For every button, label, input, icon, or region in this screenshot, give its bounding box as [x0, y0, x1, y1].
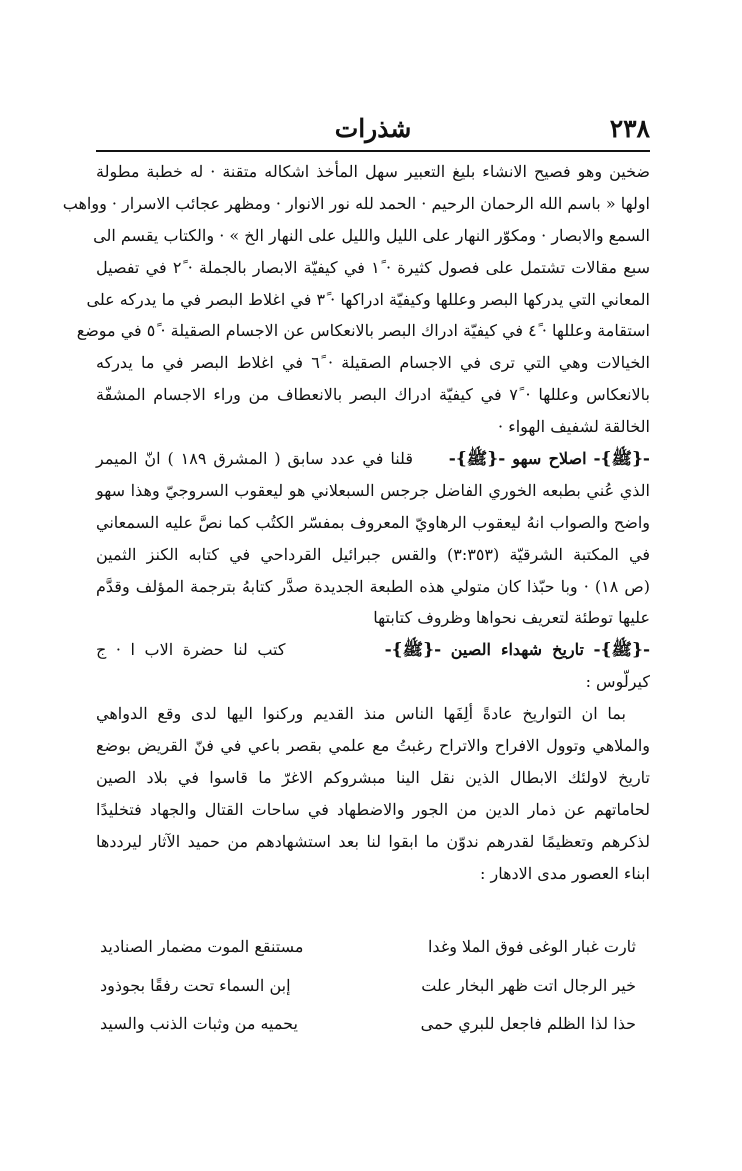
text-line: بما ان التواريخ عادةً ألِفَها الناس منذ القديم وركنوا اليها لدى وقع الدواهي	[96, 704, 626, 724]
text-line: لذكرهم وتعظيمًا لقدرهم ندوّن ما ابقوا لنا بعد استشهادهم من حميد الآثار ليرددها	[96, 831, 650, 851]
running-head: شذرات	[334, 114, 412, 143]
text-line: (ص ١٨) · وبا حبّذا كان متولي هذه الطبعة الجديدة صدَّر كتابهُ بترجمة المؤلف وقدَّم	[96, 576, 651, 596]
ornament-icon: -{ﷺ}-	[593, 640, 651, 661]
verse-first-hemistich: ثارت غبار الوغى فوق الملا وغدا	[427, 937, 636, 956]
verse-second-hemistich: مستنقع الموت مضمار الصناديد	[100, 937, 304, 956]
section-heading-line	[96, 634, 650, 666]
text-line: المعاني التي يدركها البصر وعللها وكيفيّة ادراكها · ٣ً في اغلاط البصر في ما يدركه على	[86, 289, 650, 309]
text-line: السمع والابصار · ومكوّر النهار على الليل والليل على النهار الخ » · والكتاب يقسم الى	[93, 225, 650, 245]
text-span: قلنا في عدد سابق ( المشرق ١٨٩ ) انّ الميمر	[96, 449, 413, 469]
text-line: لحاماتهم عن ذمار الدين من الجور والاضطهاد في ساحات القتال والجهاد فتخليدًا	[96, 799, 650, 819]
verse-line	[96, 1005, 650, 1044]
text-line: واضح والصواب انهُ ليعقوب الرهاويّ المعروف بمفسّر الكتُب كما نصَّ عليه السمعاني	[96, 512, 650, 532]
text-line: ضخين وهو فصيح الانشاء بليغ التعبير سهل المأخذ اشكاله متقنة · له خطبة مطولة	[96, 162, 650, 181]
verse-first-hemistich: حذا لذا الظلم فاجعل للبري حمى	[420, 1014, 636, 1033]
verse-line	[96, 928, 650, 967]
text-span: كتب لنا حضرة الاب ا · ج	[96, 640, 286, 660]
text-line: ابناء العصور مدى الادهار :	[480, 863, 650, 883]
page-header	[96, 110, 650, 150]
text-line: تاريخ لاولئك الابطال الذين نقل الينا مبشروكم الاغرّ ما قاسوا في بلاد الصين	[96, 767, 650, 787]
section-title-islah: اصلاح سهو	[512, 449, 587, 469]
ornament-icon: -{ﷺ}-	[384, 640, 442, 661]
ornament-icon: -{ﷺ}-	[448, 449, 506, 470]
header-rule	[96, 150, 650, 152]
section-heading-line	[96, 443, 650, 475]
text-line: الخيالات وهي التي ترى في الاجسام الصقيلة · ٦ً في اغلاط البصر في ما يدركه	[96, 353, 650, 373]
page-body	[62, 156, 651, 889]
text-line: اولها « باسم الله الرحمان الرحيم · الحمد لله نور الانوار · ومظهر عجائب الاسرار · وواهب	[62, 193, 650, 213]
page-number: ٢٣٨	[609, 114, 650, 143]
text-line: استقامة وعللها · ٤ً في كيفيّة ادراك البصر بالانعكاس عن الاجسام الصقيلة · ٥ً في موضع	[76, 321, 650, 341]
verse-second-hemistich: إبن السماء تحت رفقًا بجوذود	[100, 975, 291, 995]
verse-line	[96, 967, 650, 1006]
text-line: والملاهي وتوول الافراح والاتراح رغبتُ مع علمي بقصر باعي في فنّ القريض بوضع	[96, 736, 650, 756]
text-line: بالانعكاس وعللها · ٧ً في كيفيّة ادراك البصر بالانعطاف من وراء الاجسام المشفّة	[96, 385, 650, 405]
section-title-tarikh: تاريخ شهداء الصين	[450, 640, 584, 660]
text-line: الذي عُني بطبعه الخوري الفاضل جرجس السبعلاني هو ليعقوب السروجيّ وهذا سهو	[96, 480, 651, 500]
poem	[96, 928, 650, 1044]
verse-first-hemistich: خير الرجال اتت ظهر البخار علت	[421, 975, 636, 995]
text-line: في المكتبة الشرقيّة (٣:٣٥٣) والقس جبرائيل القرداحي في كتابه الكنز الثمين	[96, 544, 650, 564]
ornament-icon: -{ﷺ}-	[593, 449, 650, 470]
text-line: عليها توطئة لتعريف نحواها وظروف كتابتها	[373, 608, 650, 628]
text-line: كيرلّوس :	[585, 672, 650, 692]
verse-second-hemistich: يحميه من وثبات الذنب والسيد	[100, 1014, 298, 1033]
text-line: الخالقة لشفيف الهواء ·	[498, 417, 650, 437]
text-line: سبع مقالات تشتمل على فصول كثيرة · ١ً في كيفيّة الابصار بالجملة · ٢ً في تفصيل	[96, 257, 650, 277]
